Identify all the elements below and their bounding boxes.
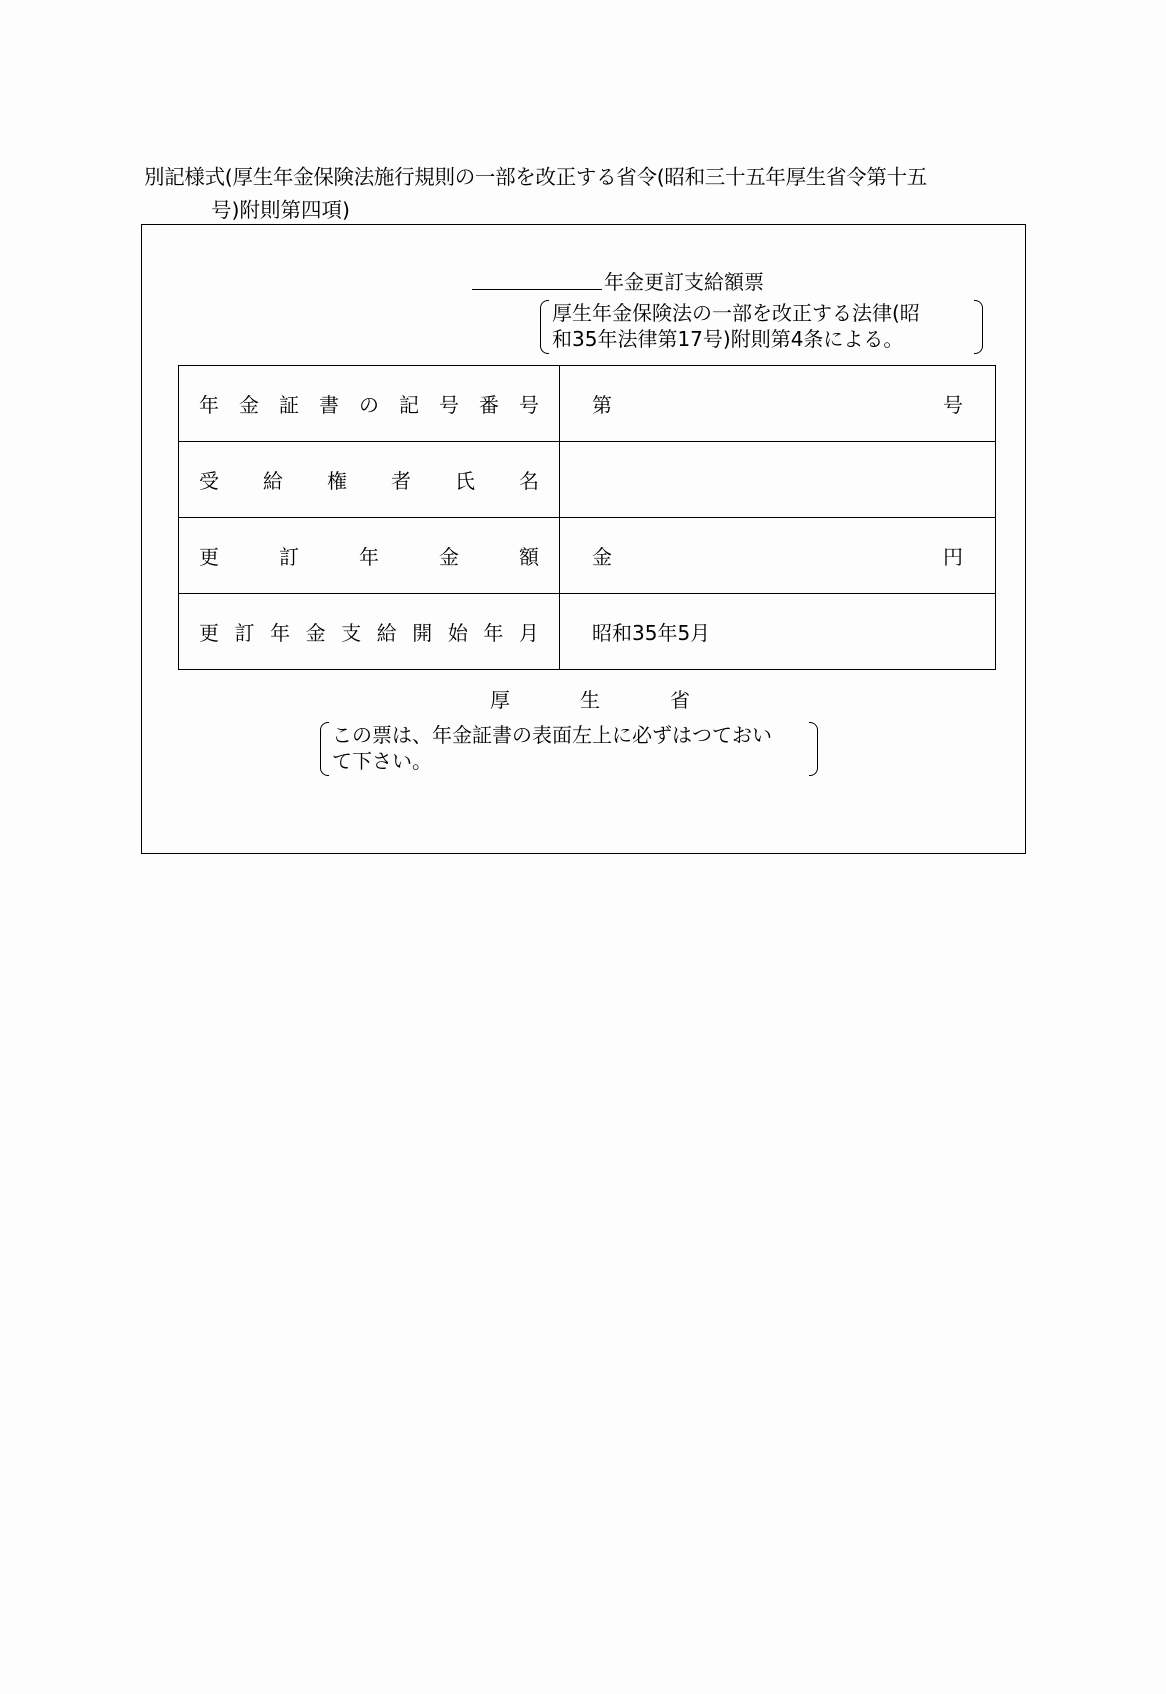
issuer-char: 生 <box>580 688 600 712</box>
field-label-text <box>179 617 559 646</box>
value-right: 円 <box>943 545 963 569</box>
field-label <box>179 366 560 442</box>
label-char: 給 <box>376 621 397 645</box>
field-label-text <box>179 541 559 570</box>
label-char: 額 <box>519 545 539 569</box>
pension-type-blank <box>472 289 602 290</box>
legal-basis-note <box>540 300 983 354</box>
form-table <box>178 365 996 670</box>
label-char: 開 <box>412 621 433 645</box>
label-char: 支 <box>341 621 362 645</box>
field-label <box>179 518 560 594</box>
attachment-note-line-2: て下さい。 <box>332 749 432 773</box>
legal-basis-line-1: 厚生年金保険法の一部を改正する法律(昭 <box>552 301 920 325</box>
label-char: 給 <box>263 469 283 493</box>
label-char: 年 <box>483 621 504 645</box>
issuer-char: 厚 <box>490 688 510 712</box>
label-char: 更 <box>199 545 219 569</box>
label-char: 更 <box>199 621 219 645</box>
label-char: 氏 <box>455 469 475 493</box>
label-char: 始 <box>447 621 468 645</box>
label-char: の <box>359 393 379 417</box>
label-char: 月 <box>518 621 539 645</box>
label-char: 番 <box>479 393 499 417</box>
label-char: 権 <box>327 469 347 493</box>
field-value[interactable] <box>560 366 996 442</box>
label-char: 記 <box>399 393 419 417</box>
heading-line-2: 号)附則第四項) <box>211 198 350 222</box>
issuer <box>490 684 690 713</box>
field-label-text <box>179 389 559 418</box>
issuer-char: 省 <box>670 688 690 712</box>
attachment-note <box>320 722 818 776</box>
attachment-note-line-1: この票は、年金証書の表面左上に必ずはつておい <box>332 723 772 747</box>
value-left: 昭和35年5月 <box>592 621 711 645</box>
label-char: 号 <box>439 393 459 417</box>
field-value[interactable] <box>560 442 996 518</box>
label-char: 受 <box>199 469 219 493</box>
table-row <box>179 366 996 442</box>
heading-line-1: 別記様式(厚生年金保険法施行規則の一部を改正する省令(昭和三十五年厚生省令第十五 <box>144 165 927 189</box>
value-left: 第 <box>592 393 612 417</box>
label-char: 年 <box>199 393 219 417</box>
table-row <box>179 518 996 594</box>
label-char: 金 <box>439 545 459 569</box>
field-label <box>179 442 560 518</box>
form-title: 年金更訂支給額票 <box>604 270 764 294</box>
label-char: 訂 <box>234 621 255 645</box>
label-char: 号 <box>519 393 539 417</box>
label-char: 名 <box>519 469 539 493</box>
value-right: 号 <box>943 393 963 417</box>
label-char: 金 <box>305 621 326 645</box>
value-left: 金 <box>592 545 612 569</box>
field-label-text <box>179 465 559 494</box>
label-char: 者 <box>391 469 411 493</box>
label-char: 訂 <box>279 545 299 569</box>
field-value[interactable] <box>560 518 996 594</box>
field-value[interactable] <box>560 594 996 670</box>
label-char: 証 <box>279 393 299 417</box>
field-label <box>179 594 560 670</box>
label-char: 金 <box>239 393 259 417</box>
table-row <box>179 442 996 518</box>
label-char: 書 <box>319 393 339 417</box>
label-char: 年 <box>270 621 291 645</box>
label-char: 年 <box>359 545 379 569</box>
legal-basis-line-2: 和35年法律第17号)附則第4条による。 <box>552 327 904 351</box>
table-row <box>179 594 996 670</box>
